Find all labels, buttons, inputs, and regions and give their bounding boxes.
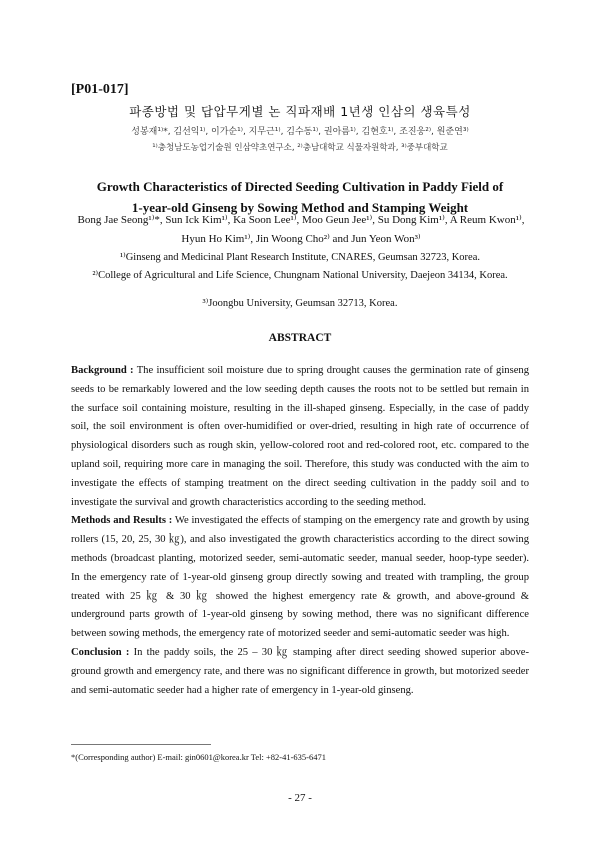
conclusion-paragraph <box>71 644 529 700</box>
methods-text: We investigated the effects of stamping on the emergency rate and growth by using rollers (15, 20, 25, 30 ㎏), and also investigated the growth characteristics according to the direct sowing methods (broadcast planting, motorized seeder, semi-automatic seeder, manual seeder, hoop-type seeder). In the emergency rate of 1-year-old ginseng group directly sowing and treated with trampling, the group treated with 25 ㎏ & 30 ㎏ showed the highest emergency rate & growth, and above-ground & underground parts growth of 1-year-old ginseng by sowing method, there was no significant difference between sowing methods, the emergency rate of motorized seeder and semi-automatic seeder was high. <box>71 515 529 640</box>
background-paragraph <box>71 362 529 512</box>
english-authors: Bong Jae Seong¹⁾*, Sun Ick Kim¹⁾, Ka Soon Lee¹⁾, Moo Geun Jee¹⁾, Su Dong Kim¹⁾, A Reum Kwon¹⁾, Hyun Ho Kim¹⁾, Jin Woong Cho²⁾ and Jun Yeon Won³⁾ <box>77 214 525 245</box>
footnote-divider <box>71 744 211 745</box>
korean-authors: 성봉재¹⁾*, 김선익¹⁾, 이가순¹⁾, 지무근¹⁾, 김수동¹⁾, 권아름¹⁾, 김현호¹⁾, 조진웅²⁾, 원준연³⁾ <box>131 127 469 137</box>
abstract-heading: ABSTRACT <box>268 332 332 344</box>
page-number: - 27 - <box>288 792 312 804</box>
methods-label: Methods and Results : <box>71 515 173 527</box>
poster-id: [P01-017] <box>71 82 129 97</box>
korean-title: 파종방법 및 답압무게별 논 직파재배 1년생 인삼의 생육특성 <box>129 104 471 119</box>
conclusion-label: Conclusion : <box>71 646 130 658</box>
corresponding-author-footnote: *(Corresponding author) E-mail: gin0601@korea.kr Tel: +82-41-635-6471 <box>71 752 327 762</box>
background-text: The insufficient soil moisture due to spring drought causes the germination rate of ginseng seeds to be remarkably lowered and the low seeding depth causes the roots not to be settled but remain in the surface soil containing moisture, resulting in the ill-shaped ginseng. Especially, in the case of paddy soil, the soil environment is often over-humidified or over-dried, resulting in high rate of occurrence of physiological disorders such as rough skin, yellow-colored root and red-colored root, etc. compared to the upland soil, requiring more care in managing the soil. Therefore, this study was conducted with the aim to investigate the effects of stamping treatment on the direct seeding cultivation in the paddy soil and to investigate the survival and growth characteristics according to the seeding method. <box>71 365 529 508</box>
english-title-line-2: 1-year-old Ginseng by Sowing Method and Stamping Weight <box>131 200 469 215</box>
english-title-line-1: Growth Characteristics of Directed Seeding Cultivation in Paddy Field of <box>96 179 504 194</box>
abstract-body <box>71 362 529 700</box>
methods-paragraph <box>71 512 529 644</box>
affiliation-1: ¹⁾Ginseng and Medicinal Plant Research Institute, CNARES, Geumsan 32723, Korea. <box>119 252 481 263</box>
korean-affiliations: ¹⁾충청남도농업기술원 인삼약초연구소, ²⁾충남대학교 식물자원학과, ³⁾중부대학교 <box>152 143 448 153</box>
background-label: Background : <box>71 365 134 376</box>
affiliation-3: ³⁾Joongbu University, Geumsan 32713, Korea. <box>202 298 398 309</box>
affiliation-2: ²⁾College of Agricultural and Life Science, Chungnam National University, Daejeon 34134, Korea. <box>92 270 508 281</box>
conclusion-text: In the paddy soils, the 25 – 30 ㎏ stamping after direct seeding showed superior above-ground growth and emergency rate, and there was no significant difference in growth, but motorized seeder and semi-automatic seeder had a higher rate of emergency in 1-year-old ginseng. <box>71 646 529 696</box>
